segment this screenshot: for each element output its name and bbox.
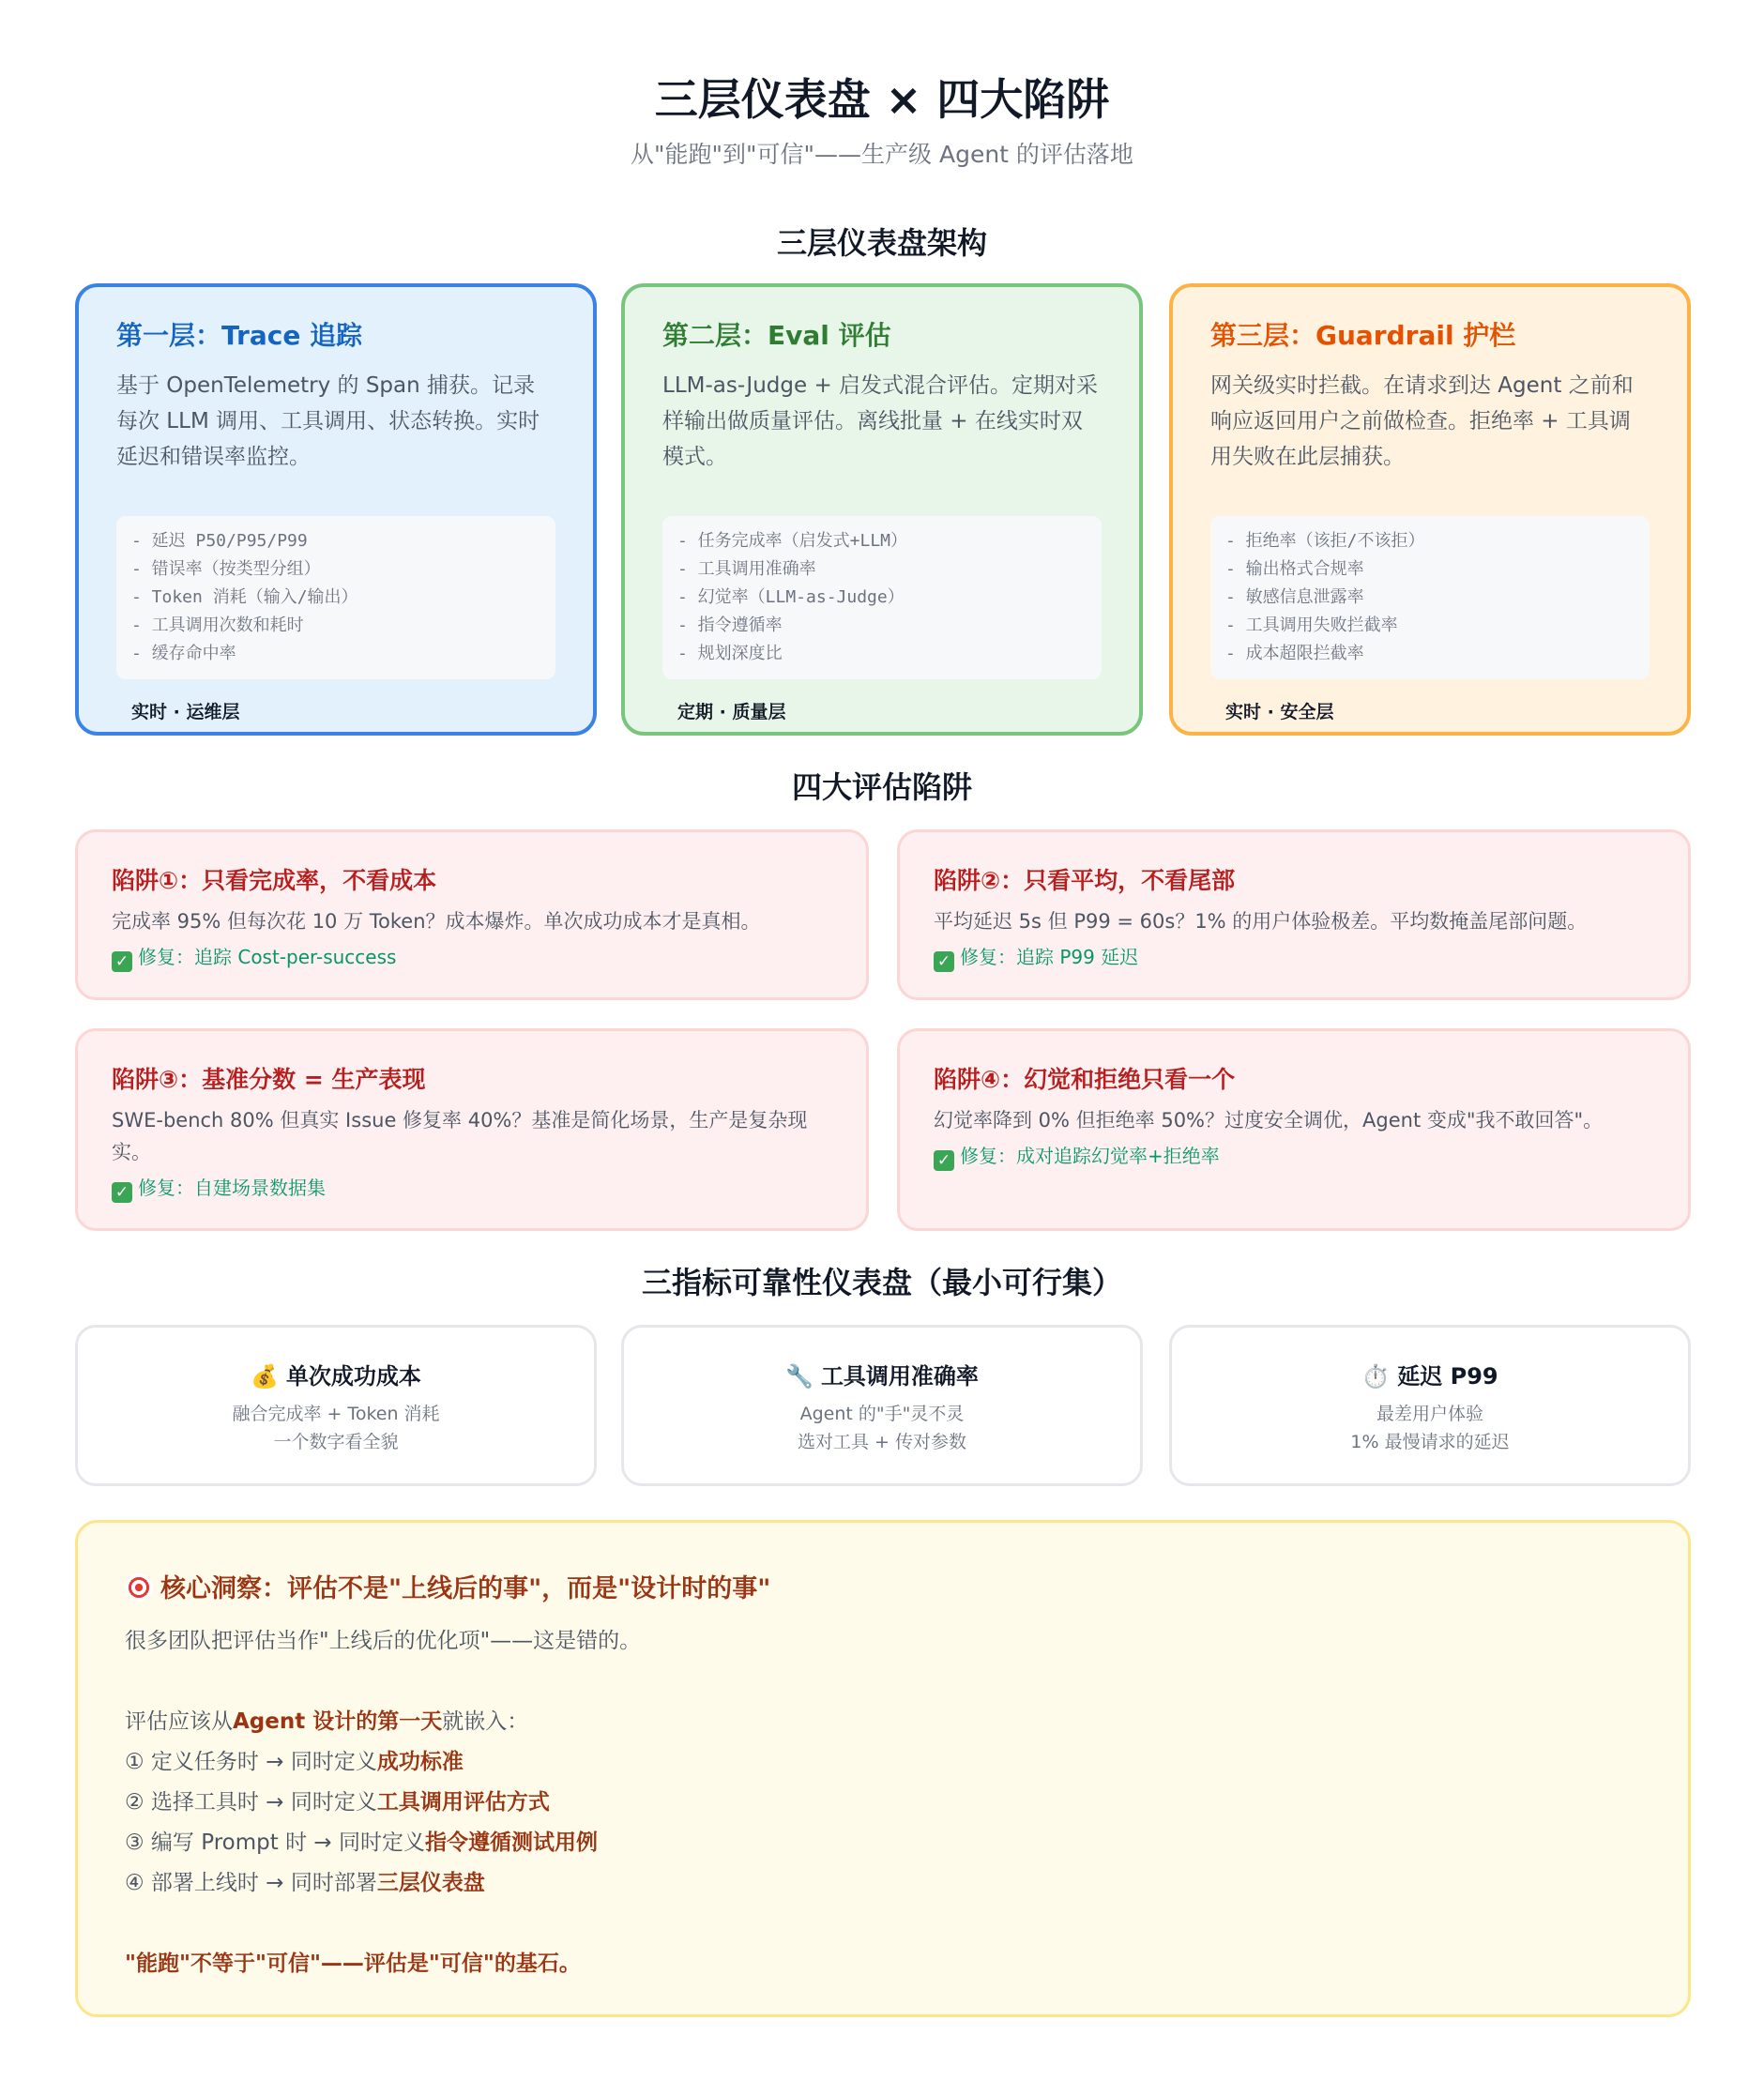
metric-card-cost: [75, 1325, 597, 1486]
layer-card-trace: [75, 283, 597, 736]
insight-closing: "能跑"不等于"可信"——评估是"可信"的基石。: [125, 1952, 581, 1976]
check-icon: ✓: [934, 951, 954, 972]
metric-item: - 工具调用次数和耗时: [131, 615, 304, 636]
pitfall-title: 陷阱③：基准分数 = 生产表现: [112, 1066, 426, 1093]
pitfalls-section-title: 四大评估陷阱: [791, 769, 972, 805]
pitfall-card-1: [75, 829, 869, 1000]
page-subtitle: 从"能跑"到"可信"——生产级 Agent 的评估落地: [631, 141, 1133, 168]
insight-title: 核心洞察：评估不是"上线后的事"，而是"设计时的事": [160, 1574, 771, 1603]
layer-card-eval: [621, 283, 1143, 736]
metric-item: - 敏感信息泄露率: [1225, 587, 1364, 608]
insight-spacer: [125, 1904, 1641, 1944]
pitfall-fix: [112, 941, 832, 973]
metric-item: - 缓存命中率: [131, 644, 236, 664]
metric-card-title: 延迟 P99: [1397, 1363, 1498, 1390]
page-title: 三层仪表盘 × 四大陷阱: [654, 74, 1110, 125]
metric-card-line: 选对工具 + 传对参数: [798, 1432, 966, 1452]
metric-card-line: 一个数字看全貌: [273, 1432, 399, 1452]
metric-item: - Token 消耗（输入/输出）: [131, 587, 358, 608]
pitfall-title: 陷阱②：只看平均，不看尾部: [934, 867, 1236, 894]
metric-card-latency: [1169, 1325, 1691, 1486]
metric-item: - 任务完成率（启发式+LLM）: [677, 531, 908, 552]
layer-metrics-list: [116, 516, 555, 679]
core-insight-box: [75, 1520, 1691, 2017]
insight-lead: 评估应该从Agent 设计的第一天就嵌入：: [125, 1709, 529, 1734]
fix-text: 修复：追踪 Cost-per-success: [138, 946, 397, 968]
insight-intro: 很多团队把评估当作"上线后的优化项"——这是错的。: [125, 1629, 642, 1653]
metric-item: - 指令遵循率: [677, 615, 783, 636]
layer-title: 第一层：Trace 追踪: [116, 320, 363, 351]
metric-card-tool-accuracy: [621, 1325, 1143, 1486]
metric-card-line: 融合完成率 + Token 消耗: [232, 1404, 440, 1424]
metric-item: - 拒绝率（该拒/不该拒）: [1225, 531, 1425, 552]
layer-description: 基于 OpenTelemetry 的 Span 捕获。记录每次 LLM 调用、工具调用、状态转换。实时延迟和错误率监控。: [116, 373, 540, 470]
pitfall-fix: [934, 941, 1654, 973]
check-icon: ✓: [112, 951, 132, 972]
insight-step: ② 选择工具时 → 同时定义工具调用评估方式: [125, 1790, 550, 1815]
metric-item: - 工具调用准确率: [677, 559, 816, 580]
pitfall-card-2: [897, 829, 1691, 1000]
metric-item: - 规划深度比: [677, 644, 783, 664]
target-icon: [125, 1573, 153, 1602]
metric-card-line: 1% 最慢请求的延迟: [1350, 1432, 1510, 1452]
check-icon: ✓: [112, 1182, 132, 1203]
pitfall-fix: [112, 1172, 832, 1204]
wrench-icon: 🔧: [785, 1363, 814, 1390]
layer-metrics-list: [1210, 516, 1650, 679]
pitfall-fix: [934, 1140, 1654, 1172]
layer-description: 网关级实时拦截。在请求到达 Agent 之前和响应返回用户之前做检查。拒绝率 + 工具调用失败在此层捕获。: [1210, 373, 1634, 470]
pitfall-title: 陷阱①：只看完成率，不看成本: [112, 867, 437, 894]
insight-step: ① 定义任务时 → 同时定义成功标准: [125, 1750, 464, 1774]
metric-item: - 输出格式合规率: [1225, 559, 1364, 580]
fix-text: 修复：自建场景数据集: [138, 1177, 326, 1199]
layer-title: 第二层：Eval 评估: [662, 320, 891, 351]
metric-item: - 错误率（按类型分组）: [131, 559, 321, 580]
metric-card-line: 最差用户体验: [1376, 1404, 1483, 1424]
metrics-section-title: 三指标可靠性仪表盘（最小可行集）: [641, 1265, 1122, 1300]
money-bag-icon: 💰: [251, 1363, 279, 1390]
insight-step: ④ 部署上线时 → 同时部署三层仪表盘: [125, 1871, 485, 1895]
layer-tag: 实时 · 运维层: [131, 702, 240, 723]
metric-item: - 成本超限拦截率: [1225, 644, 1364, 664]
layer-tag: 实时 · 安全层: [1225, 702, 1334, 723]
check-icon: ✓: [934, 1150, 954, 1171]
layer-description: LLM-as-Judge + 启发式混合评估。定期对采样输出做质量评估。离线批量 + 在线实时双模式。: [662, 373, 1099, 470]
insight-step: ③ 编写 Prompt 时 → 同时定义指令遵循测试用例: [125, 1830, 598, 1855]
metric-item: - 延迟 P50/P95/P99: [131, 531, 308, 552]
metric-card-title: 单次成功成本: [285, 1363, 421, 1390]
pitfall-card-4: [897, 1028, 1691, 1231]
metric-item: - 工具调用失败拦截率: [1225, 615, 1398, 636]
pitfall-text: 完成率 95% 但每次花 10 万 Token？成本爆炸。单次成功成本才是真相。: [112, 910, 761, 933]
pitfall-card-3: [75, 1028, 869, 1231]
layer-tag: 定期 · 质量层: [677, 702, 786, 723]
pitfall-text: 幻觉率降到 0% 但拒绝率 50%？过度安全调优，Agent 变成"我不敢回答"。: [934, 1109, 1604, 1132]
fix-text: 修复：追踪 P99 延迟: [960, 946, 1139, 968]
pitfall-text: SWE-bench 80% 但真实 Issue 修复率 40%？基准是简化场景，生产是复杂现实。: [112, 1109, 808, 1163]
metric-item: - 幻觉率（LLM-as-Judge）: [677, 587, 905, 608]
metric-card-line: Agent 的"手"灵不灵: [799, 1404, 965, 1424]
layer-metrics-list: [662, 516, 1102, 679]
pitfall-title: 陷阱④：幻觉和拒绝只看一个: [934, 1066, 1236, 1093]
pitfall-text: 平均延迟 5s 但 P99 = 60s？1% 的用户体验极差。平均数掩盖尾部问题。: [934, 910, 1588, 933]
insight-spacer: [125, 1662, 1641, 1702]
layers-section-title: 三层仪表盘架构: [776, 225, 987, 261]
layer-title: 第三层：Guardrail 护栏: [1210, 320, 1516, 351]
fix-text: 修复：成对追踪幻觉率+拒绝率: [960, 1145, 1220, 1167]
metric-card-title: 工具调用准确率: [820, 1363, 979, 1390]
layer-card-guardrail: [1169, 283, 1691, 736]
stopwatch-icon: ⏱️: [1361, 1363, 1391, 1390]
